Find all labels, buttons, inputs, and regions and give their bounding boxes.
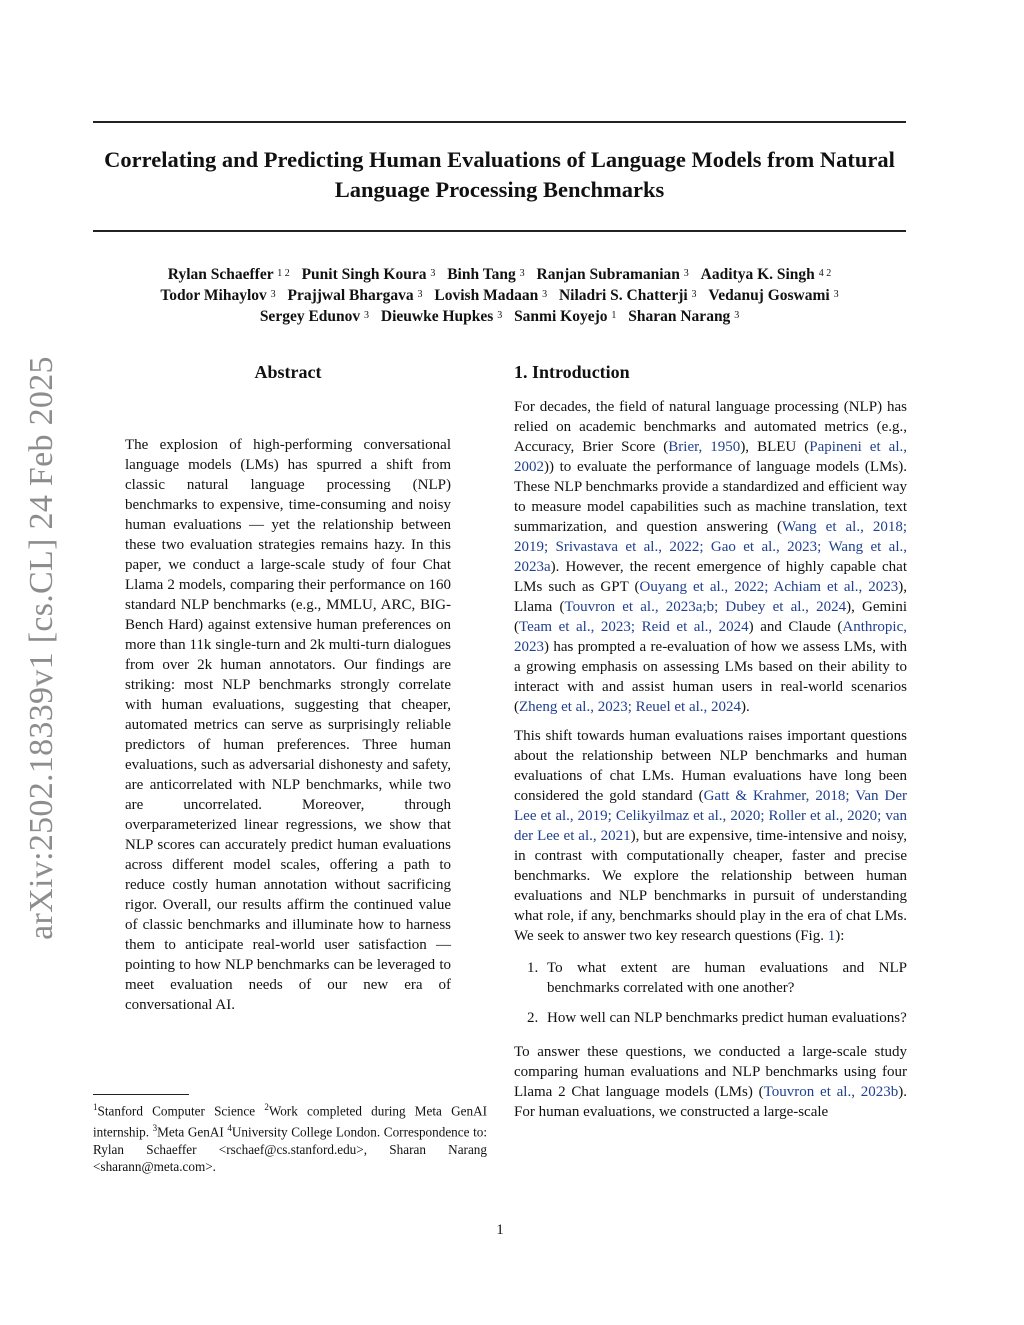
author-name: Dieuwke Hupkes $^3$	[380, 308, 503, 325]
citation-link[interactable]: Touvron et al., 2023a;b; Dubey et al., 2024	[564, 599, 847, 615]
author-name: Prajjwal Bhargava $^3$	[287, 287, 423, 304]
title-bottom-rule	[93, 230, 906, 232]
intro-paragraph-3: To answer these questions, we conducted a large-scale study comparing human evaluations and NLP benchmarks using four Llama 2 Chat language models (LMs) (Touvron et al., 2023b). For human evaluations, we constructed a large-scale	[514, 1044, 908, 1120]
author-name: Sergey Edunov $^3$	[259, 308, 370, 325]
intro-paragraph-2: This shift towards human evaluations raises important questions about the relationship between NLP benchmarks and human evaluations of chat LMs. Human evaluations have long been considered the gold standard (Gatt & Krahmer, 2018; Van Der Lee et al., 2019; Celikyilmaz et al., 2020; Roller et al., 2020; van der Lee et al., 2021), but are expensive, time-intensive and noisy, in contrast with computationally cheaper, faster and precise benchmarks. We explore the relationship between human evaluations and NLP benchmarks in pursuit of understanding what role, if any, benchmarks should play in the era of chat LMs. We seek to answer two key research questions (Fig. 1):	[514, 728, 908, 944]
author-name: Niladri S. Chatterji $^3$	[558, 287, 697, 304]
correspondence-text: Correspondence to: Rylan Schaeffer <rschaef@cs.stanford.edu>, Sharan Narang <sharann@meta.com>.	[93, 1124, 488, 1175]
citation-link[interactable]: Anthropic, 2023	[514, 619, 907, 655]
top-rule	[93, 121, 906, 123]
abstract-heading: Abstract	[254, 362, 322, 382]
citation-link[interactable]: Touvron et al., 2023b	[763, 1084, 899, 1100]
citation-link[interactable]: Gatt & Krahmer, 2018; Van Der Lee et al., 2019; Celikyilmaz et al., 2020; Roller et al., 2020; van der Lee et al., 2021	[514, 788, 907, 844]
citation-link[interactable]: Team et al., 2023; Reid et al., 2024	[519, 619, 749, 635]
paper-title: Correlating and Predicting Human Evaluations of Language Models from Natural Language Processing Benchmarks	[104, 147, 895, 202]
abstract-text: The explosion of high-performing conversational language models (LMs) has spurred a shift from classic natural language processing (NLP) benchmarks to expensive, time-consuming and noisy human evaluations — yet the relationship between these two evaluation strategies remains hazy. In this paper, we conduct a large-scale study of four Chat Llama 2 models, comparing their performance on 160 standard NLP benchmarks (e.g., MMLU, ARC, BIG-Bench Hard) against extensive human preferences on more than 11k single-turn and 2k multi-turn dialogues from over 2k human annotators. Our findings are striking: most NLP benchmarks strongly correlate with human evaluations, suggesting that cheaper, automated metrics can serve as surprisingly reliable predictors of human preferences. Three human evaluations, such as adversarial dishonesty and safety, are anticorrelated with NLP benchmarks, while two are uncorrelated. Moreover, through overparameterized linear regressions, we show that NLP scores can accurately predict human evaluations across different model scales, offering a path to reduce costly human annotation without sacrificing rigor. Overall, our results affirm the continued value of classic benchmarks and illuminate how to harness them to anticipate real-world user satisfaction — pointing to how NLP benchmarks can be leveraged to meet evaluation needs of our new era of conversational AI.	[125, 437, 451, 1013]
author-name: Ranjan Subramanian $^3$	[536, 266, 689, 283]
research-question: 2. How well can NLP benchmarks predict human evaluations?	[527, 1010, 907, 1026]
author-name: Aaditya K. Singh $^{4 2}$	[700, 266, 832, 283]
citation-link[interactable]: 1	[827, 928, 836, 944]
author-list	[93, 264, 906, 327]
citation-link[interactable]: Brier, 1950	[668, 439, 741, 455]
author-name: Sharan Narang $^3$	[628, 308, 740, 325]
page-number: 1	[496, 1222, 504, 1238]
arxiv-identifier[interactable]: arXiv:2502.18339v1 [cs.CL] 24 Feb 2025	[23, 356, 60, 940]
research-questions	[514, 958, 907, 1028]
citation-link[interactable]: Papineni et al., 2002	[514, 439, 907, 475]
citation-link[interactable]: Ouyang et al., 2022; Achiam et al., 2023	[639, 579, 899, 595]
affiliation-footnote: $^1$Stanford Computer Science $^2$Work completed during Meta GenAI internship. $^3$Meta GenAI $^4$University College London. Correspondence to: Rylan Schaeffer <rschaef@cs.stanford.edu>, Sharan Narang <sharann@meta.com>.	[93, 1102, 488, 1175]
author-name: Rylan Schaeffer $^{1 2}$	[167, 266, 290, 283]
author-name: Vedanuj Goswami $^3$	[708, 287, 839, 304]
research-question: 1. To what extent are human evaluations and NLP benchmarks correlated with one another?	[527, 960, 907, 996]
author-name: Punit Singh Koura $^3$	[301, 266, 436, 283]
author-name: Todor Mihaylov $^3$	[160, 287, 276, 304]
footnote-rule	[93, 1094, 189, 1095]
intro-paragraph-1: For decades, the field of natural language processing (NLP) has relied on academic benchmarks and automated metrics (e.g., Accuracy, Brier Score (Brier, 1950), BLEU (Papineni et al., 2002)) to evaluate the performance of language models (LMs). These NLP benchmarks provide a standardized and efficient way to measure model capabilities such as machine translation, text summarization, and question answering (Wang et al., 2018; 2019; Srivastava et al., 2022; Gao et al., 2023; Wang et al., 2023a). However, the recent emergence of highly capable chat LMs such as GPT (Ouyang et al., 2022; Achiam et al., 2023), Llama (Touvron et al., 2023a;b; Dubey et al., 2024), Gemini (Team et al., 2023; Reid et al., 2024) and Claude (Anthropic, 2023) has prompted a re-evaluation of how we assess LMs, with a growing emphasis on assessing LMs based on their ability to interact with and assist human users in real-world scenarios (Zheng et al., 2023; Reuel et al., 2024).	[514, 399, 907, 715]
citation-link[interactable]: Zheng et al., 2023; Reuel et al., 2024	[519, 699, 742, 715]
introduction-body	[514, 397, 907, 1131]
citation-link[interactable]: Wang et al., 2018; 2019; Srivastava et al., 2022; Gao et al., 2023; Wang et al., 2023a	[514, 519, 907, 575]
author-name: Lovish Madaan $^3$	[434, 287, 548, 304]
section-heading-introduction: 1. Introduction	[514, 362, 630, 382]
author-name: Sanmi Koyejo $^1$	[514, 308, 617, 325]
author-name: Binh Tang $^3$	[447, 266, 525, 283]
